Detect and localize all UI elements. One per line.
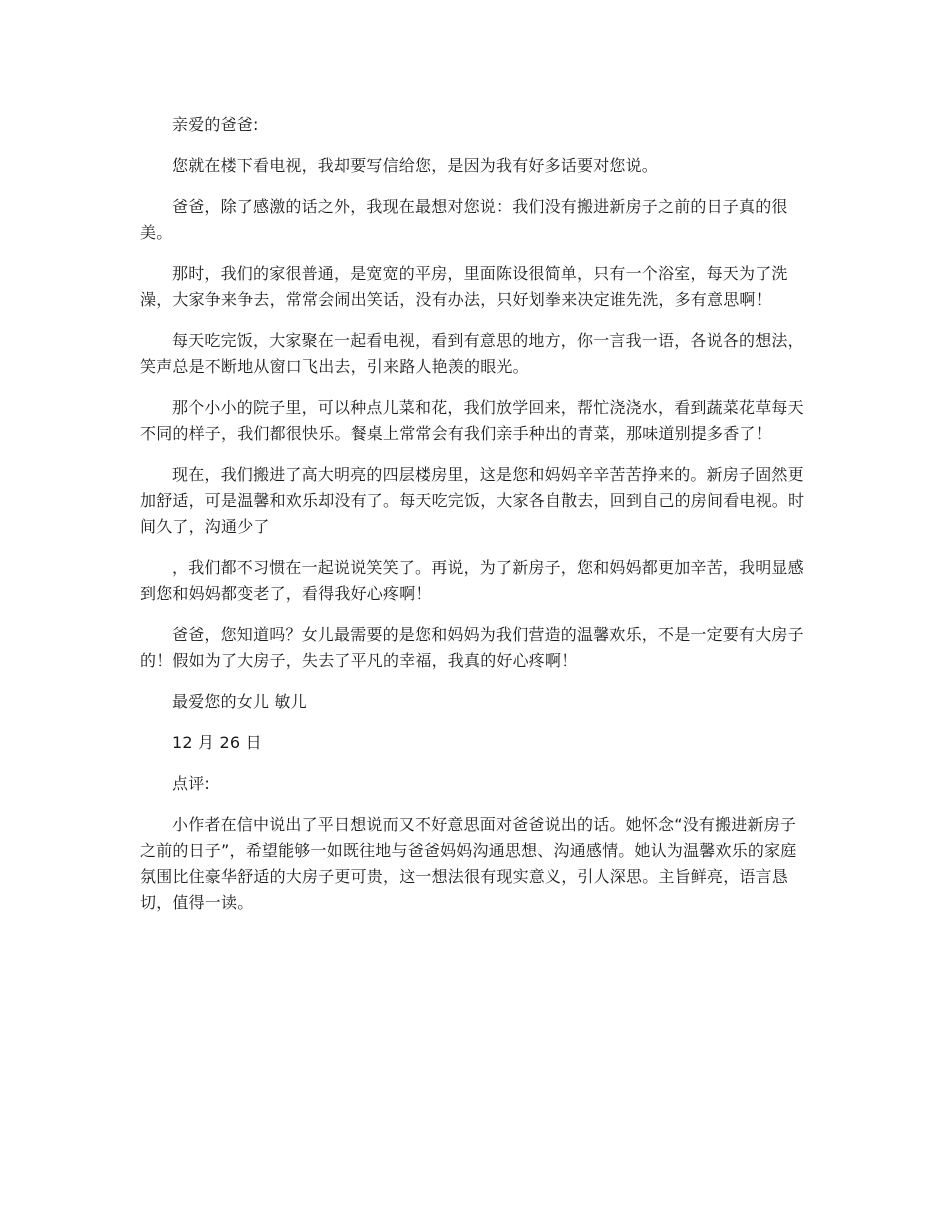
letter-paragraph-7: ，我们都不习惯在一起说说笑笑了。再说，为了新房子，您和妈妈都更加辛苦，我明显感到您和妈妈都变老了，看得我好心疼啊！ [140, 558, 804, 603]
letter-paragraph-1: 您就在楼下看电视，我却要写信给您，是因为我有好多话要对您说。 [172, 156, 659, 175]
letter-salutation: 亲爱的爸爸: [172, 115, 259, 134]
letter-paragraph-8: 爸爸，您知道吗？女儿最需要的是您和妈妈为我们营造的温馨欢乐，不是一定要有大房子的！假如为了大房子，失去了平凡的幸福，我真的好心疼啊！ [140, 625, 804, 670]
letter-date: 12 月 26 日 [172, 733, 262, 752]
review-text: 小作者在信中说出了平日想说而又不好意思面对爸爸说出的话。她怀念“没有搬进新房子之前的日子”，希望能够一如既往地与爸爸妈妈沟通思想、沟通感情。她认为温馨欢乐的家庭氛围比住豪华舒适的大房子更可贵，这一想法很有现实意义，引人深思。主旨鲜亮，语言恳切，值得一读。 [140, 815, 797, 912]
letter-paragraph-4: 每天吃完饭，大家聚在一起看电视，看到有意思的地方，你一言我一语，各说各的想法，笑声总是不断地从窗口飞出去，引来路人艳羡的眼光。 [140, 331, 804, 376]
letter-signature: 最爱您的女儿 敏儿 [172, 692, 307, 711]
letter-paragraph-2: 爸爸，除了感激的话之外，我现在最想对您说：我们没有搬进新房子之前的日子真的很美。 [140, 197, 788, 242]
review-label: 点评: [172, 774, 210, 793]
letter-paragraph-3: 那时，我们的家很普通，是宽宽的平房，里面陈设很简单，只有一个浴室，每天为了洗澡，大家争来争去，常常会闹出笑话，没有办法，只好划拳来决定谁先洗，多有意思啊！ [140, 264, 788, 309]
letter-paragraph-5: 那个小小的院子里，可以种点儿菜和花，我们放学回来，帮忙浇浇水，看到蔬菜花草每天不同的样子，我们都很快乐。餐桌上常常会有我们亲手种出的青菜，那味道别提多香了！ [140, 398, 804, 443]
letter-paragraph-6: 现在，我们搬进了高大明亮的四层楼房里，这是您和妈妈辛辛苦苦挣来的。新房子固然更加舒适，可是温馨和欢乐却没有了。每天吃完饭，大家各自散去，回到自己的房间看电视。时间久了，沟通少了 [140, 465, 805, 536]
document-page [140, 112, 808, 931]
